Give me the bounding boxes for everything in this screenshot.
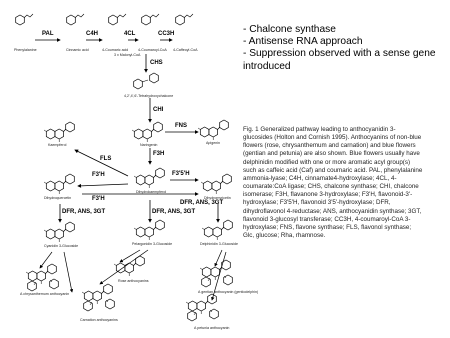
delphinidin-structure bbox=[202, 220, 232, 240]
cyanidin-structure bbox=[44, 222, 74, 242]
compound-dihydrokaempferol-label: Dihydrokaempferol bbox=[136, 190, 167, 194]
coumaric-acid-structure bbox=[109, 14, 126, 25]
enzyme-f3h-prime-label: F3'H bbox=[92, 172, 105, 178]
pelargonidin-structure bbox=[134, 220, 164, 240]
enzyme-dfr-right-label: DFR, ANS, 3GT bbox=[180, 200, 224, 206]
compound-phenylalanine-label: Phenylalanine bbox=[14, 48, 37, 52]
phenylalanine-structure bbox=[16, 14, 33, 25]
enzyme-chs-label: CHS bbox=[150, 60, 163, 66]
f3h-prime-arrow bbox=[78, 184, 128, 186]
bullet-sense-suppression: - Suppression observed with a sense gene introduced bbox=[243, 48, 436, 72]
chrysanthemum-anthocyanin-structure bbox=[26, 264, 58, 291]
compound-dihydromyricetin-label: Dihydromyricetin bbox=[204, 196, 231, 200]
enzyme-f3h-label: F3H bbox=[153, 151, 165, 157]
compound-chalcone-label: 4,2',4',6'-Tetrahydroxychalcone bbox=[124, 94, 174, 98]
caption-f3h-line: F3'H, flavonoid-3'-hydroxylase; F3'5'H, flavonoid 3'5'-hydroxylase; DFR, dihydroflavonol 4-reductase; ANS, anthocyanidin synthase; 3GT, flavonoid 3-glucosyl transferase; CC3H, 4-coumaroyl-CoA 3-hydroxylase; FNS, flavone synthase; FLS, flavonol synthase; bbox=[243, 191, 422, 231]
dihydroquercetin-structure bbox=[44, 174, 74, 194]
compound-carnation-label: Carnation anthocyanins bbox=[80, 318, 118, 322]
compound-dihydroquercetin-label: Dihydroquercetin bbox=[44, 196, 72, 200]
dihydromyricetin-structure bbox=[201, 174, 231, 194]
carnation-anthocyanin-structure bbox=[82, 284, 114, 311]
compound-gentian-label: A gentian anthocyanin (gentiodelphin) bbox=[198, 290, 259, 294]
compound-chrysanthemum-label: A chrysanthemum anthocyanin bbox=[20, 292, 70, 296]
petunia-anthocyanin-structure bbox=[186, 294, 218, 321]
compound-pelargonidin-label: Pelargonidin 3-Glucoside bbox=[132, 242, 173, 246]
enzyme-f35h-label: F3'5'H bbox=[172, 171, 190, 177]
compound-kaempferol-label: Kaempferol bbox=[48, 143, 67, 147]
caption-figure-label: Fig. 1 Generalized pathway leading to anthocyanidin 3-glucosides (Holton and Cornish 1995). bbox=[243, 126, 396, 142]
enzyme-fns-label: FNS bbox=[175, 123, 187, 129]
enzyme-pal-label: PAL bbox=[42, 31, 54, 37]
compound-petunia-label: A petunia anthocyanin bbox=[194, 326, 230, 330]
enzyme-4cl-label: 4CL bbox=[124, 31, 136, 37]
rose-anthocyanin-structure bbox=[114, 256, 144, 276]
bullet-antisense-rna: - Antisense RNA approach bbox=[243, 36, 363, 48]
compound-delphinidin-label: Delphinidin 3-Glucoside bbox=[200, 242, 238, 246]
caption-last-line: Glc, glucose; Rha, rhamnose. bbox=[243, 232, 326, 240]
row1-arrows bbox=[35, 40, 172, 72]
cinnamic-acid-structure bbox=[67, 14, 84, 25]
compound-malonyl-label: 3 x Malonyl-CoA bbox=[114, 53, 141, 57]
compound-apigenin-label: Apigenin bbox=[206, 141, 220, 145]
apigenin-structure bbox=[198, 120, 228, 140]
naringenin-structure bbox=[132, 122, 162, 142]
enzyme-fls-label: FLS bbox=[100, 156, 112, 162]
kaempferol-structure bbox=[44, 122, 74, 142]
slide-bullet-list bbox=[243, 24, 448, 73]
compound-coumaric-label: 4-Coumaric acid bbox=[102, 48, 129, 52]
figure-caption bbox=[243, 126, 425, 240]
compound-cyanidin-label: Cyanidin 3-Glucoside bbox=[44, 244, 79, 248]
coumaroyl-coa-structure bbox=[142, 14, 159, 25]
enzyme-cc3h-label: CC3H bbox=[158, 31, 175, 37]
enzyme-dfr-mid-label: DFR, ANS, 3GT bbox=[152, 209, 196, 215]
compound-coumaroyl-label: 4-Coumaroyl-CoA bbox=[138, 48, 167, 52]
caption-body: Anthocyanins of non-blue flowers (rose, chrysanthemum and carnation) and blue flowers (gentian and petunia) are also shown. Blue flowers usually have delphinidin modified with one or more aromatic acyl group(s) such as caffeic acid (Caf) and coumaric acid. PAL, phenylalanine ammonia-lyase; C4H, cinnamate4-hydroxylase; 4CL, 4-coumarate:CoA ligase; CHS, chalcone synthase; CHI, chalcone isomerase; F3H, flavanone 3-hydroxylase; bbox=[243, 134, 423, 199]
dihydrokaempferol-structure bbox=[134, 168, 164, 188]
compound-caffeoyl-label: 4-Caffeoyl-CoA bbox=[173, 48, 198, 52]
enzyme-dfr-left-label: DFR, ANS, 3GT bbox=[62, 209, 106, 215]
enzyme-c4h-label: C4H bbox=[86, 31, 99, 37]
chalcone-structure bbox=[134, 73, 159, 89]
bullet-chalcone-synthase: - Chalcone synthase bbox=[243, 24, 336, 35]
compound-cinnamic-label: Cinnamic acid bbox=[66, 48, 89, 52]
compound-naringenin-label: Naringenin bbox=[140, 143, 158, 147]
compound-rose-label: Rose anthocyanins bbox=[118, 279, 149, 283]
caffeoyl-coa-structure bbox=[176, 14, 193, 25]
enzyme-chi-label: CHI bbox=[153, 107, 164, 113]
enzyme-f3h-prime-2-label: F3'H bbox=[92, 196, 105, 202]
